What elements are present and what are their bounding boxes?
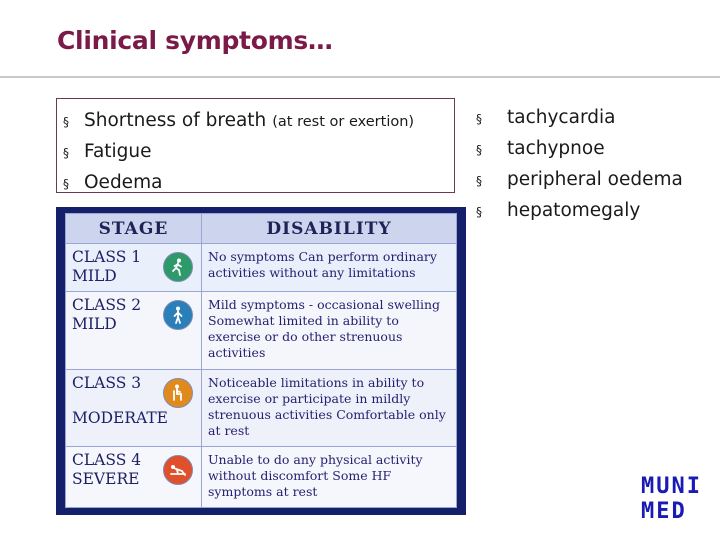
nyha-table-frame [56, 207, 466, 515]
header-stage: STAGE [66, 214, 202, 244]
sign-item [476, 103, 706, 134]
symptom-text: Fatigue [84, 141, 152, 162]
stage-severity: MILD [72, 267, 117, 285]
table-row [66, 369, 457, 446]
bullet-icon: § [63, 115, 69, 129]
stage-class: CLASS 3 [72, 373, 142, 392]
bullet-icon: § [476, 112, 482, 126]
table-header-row [66, 214, 457, 244]
stage-class: CLASS 2 [72, 296, 142, 315]
sign-text: hepatomegaly [507, 200, 641, 221]
stage-cell [66, 447, 202, 508]
symptom-item [63, 106, 454, 137]
header-disability: DISABILITY [202, 214, 457, 244]
muni-med-logo [641, 474, 702, 526]
sign-text: peripheral oedema [507, 169, 683, 190]
symptom-text: Shortness of breath [84, 110, 267, 131]
symptom-note: (at rest or exertion) [272, 114, 415, 130]
symptom-item [63, 137, 454, 168]
slide-title: Clinical symptoms… [57, 26, 333, 55]
logo-line-1: MUNI [641, 474, 702, 499]
seated-person-icon [163, 378, 193, 408]
bullet-icon: § [476, 205, 482, 219]
stage-severity: MODERATE [72, 408, 168, 427]
table-row [66, 244, 457, 292]
bullet-icon: § [476, 174, 482, 188]
signs-list [476, 103, 706, 227]
walking-person-icon [163, 252, 193, 282]
sign-item [476, 196, 706, 227]
sign-item [476, 165, 706, 196]
sign-text: tachycardia [507, 107, 616, 128]
disability-cell: Unable to do any physical activity without discomfort Some HF symptoms at rest [202, 447, 457, 508]
sign-item [476, 134, 706, 165]
disability-cell: No symptoms Can perform ordinary activities without any limitations [202, 244, 457, 292]
bullet-icon: § [63, 177, 69, 191]
symptom-text: Oedema [84, 172, 163, 193]
symptoms-box [56, 98, 455, 193]
reclining-person-icon [163, 455, 193, 485]
bullet-icon: § [476, 143, 482, 157]
stage-severity: SEVERE [72, 470, 140, 489]
logo-line-2: MED [641, 499, 687, 524]
title-divider [0, 76, 720, 78]
table-row [66, 447, 457, 508]
bullet-icon: § [63, 146, 69, 160]
disability-cell: Mild symptoms - occasional swelling Somewhat limited in ability to exercise or do other strenuous activities [202, 292, 457, 369]
stage-cell [66, 292, 202, 369]
stage-class: CLASS 1 [72, 248, 142, 266]
stage-severity: MILD [72, 315, 117, 334]
nyha-table [65, 213, 457, 508]
stage-cell [66, 369, 202, 446]
sign-text: tachypnoe [507, 138, 605, 159]
table-row [66, 292, 457, 369]
disability-cell: Noticeable limitations in ability to exercise or participate in mildly strenuous activities Comfortable only at rest [202, 369, 457, 446]
stage-cell [66, 244, 202, 292]
symptoms-list [63, 106, 454, 199]
stage-class: CLASS 4 [72, 451, 142, 470]
symptom-item [63, 168, 454, 199]
